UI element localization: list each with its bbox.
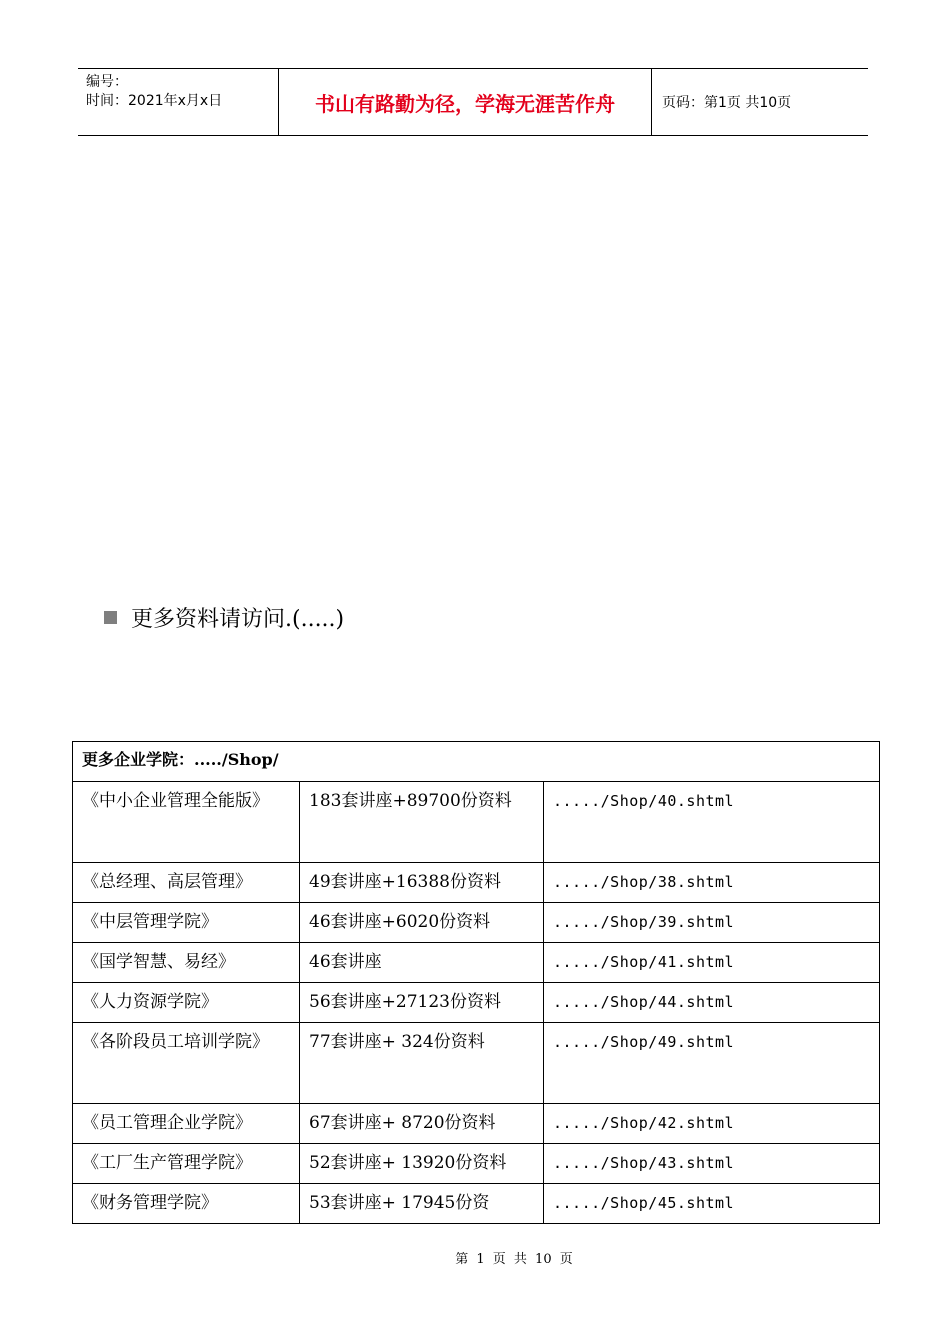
course-name: 《总经理、高层管理》 xyxy=(73,863,300,903)
course-name: 《中层管理学院》 xyxy=(73,903,300,943)
course-link[interactable]: ...../Shop/39.shtml xyxy=(544,903,880,943)
header-motto: 书山有路勤为径，学海无涯苦作舟 xyxy=(279,69,652,135)
page-header xyxy=(78,68,868,136)
shop-table xyxy=(72,741,880,1224)
course-link[interactable]: ...../Shop/38.shtml xyxy=(544,863,880,903)
course-link[interactable]: ...../Shop/49.shtml xyxy=(544,1023,880,1104)
course-link[interactable]: ...../Shop/42.shtml xyxy=(544,1104,880,1144)
course-link[interactable]: ...../Shop/40.shtml xyxy=(544,782,880,863)
more-info-text: 更多资料请访问.(.....) xyxy=(131,607,345,632)
table-row xyxy=(73,943,880,983)
document-date: 时间：2021年x月x日 xyxy=(86,93,223,109)
course-link[interactable]: ...../Shop/43.shtml xyxy=(544,1144,880,1184)
course-content: 46套讲座 xyxy=(300,943,544,983)
table-row xyxy=(73,903,880,943)
document-code-label: 编号： xyxy=(86,74,128,90)
course-name: 《人力资源学院》 xyxy=(73,983,300,1023)
table-row xyxy=(73,983,880,1023)
page-footer: 第 1 页 共 10 页 xyxy=(455,1252,573,1267)
course-content: 46套讲座+6020份资料 xyxy=(300,903,544,943)
course-content: 67套讲座+ 8720份资料 xyxy=(300,1104,544,1144)
table-row xyxy=(73,782,880,863)
course-name: 《工厂生产管理学院》 xyxy=(73,1144,300,1184)
header-page-info: 页码：第1页 共10页 xyxy=(662,95,792,111)
table-row xyxy=(73,1184,880,1224)
course-content: 49套讲座+16388份资料 xyxy=(300,863,544,903)
course-content: 53套讲座+ 17945份资 xyxy=(300,1184,544,1224)
course-content: 52套讲座+ 13920份资料 xyxy=(300,1144,544,1184)
course-content: 77套讲座+ 324份资料 xyxy=(300,1023,544,1104)
more-info-line xyxy=(104,602,344,633)
course-name: 《各阶段员工培训学院》 xyxy=(73,1023,300,1104)
course-link[interactable]: ...../Shop/41.shtml xyxy=(544,943,880,983)
course-name: 《员工管理企业学院》 xyxy=(73,1104,300,1144)
table-title: 更多企业学院：...../Shop/ xyxy=(73,742,880,782)
course-name: 《国学智慧、易经》 xyxy=(73,943,300,983)
square-bullet-icon xyxy=(104,611,117,624)
table-row xyxy=(73,1023,880,1104)
course-link[interactable]: ...../Shop/45.shtml xyxy=(544,1184,880,1224)
header-meta xyxy=(78,69,279,135)
table-row xyxy=(73,863,880,903)
course-name: 《财务管理学院》 xyxy=(73,1184,300,1224)
table-row xyxy=(73,1144,880,1184)
course-link[interactable]: ...../Shop/44.shtml xyxy=(544,983,880,1023)
table-header-row xyxy=(73,742,880,782)
course-content: 183套讲座+89700份资料 xyxy=(300,782,544,863)
course-name: 《中小企业管理全能版》 xyxy=(73,782,300,863)
table-row xyxy=(73,1104,880,1144)
course-content: 56套讲座+27123份资料 xyxy=(300,983,544,1023)
